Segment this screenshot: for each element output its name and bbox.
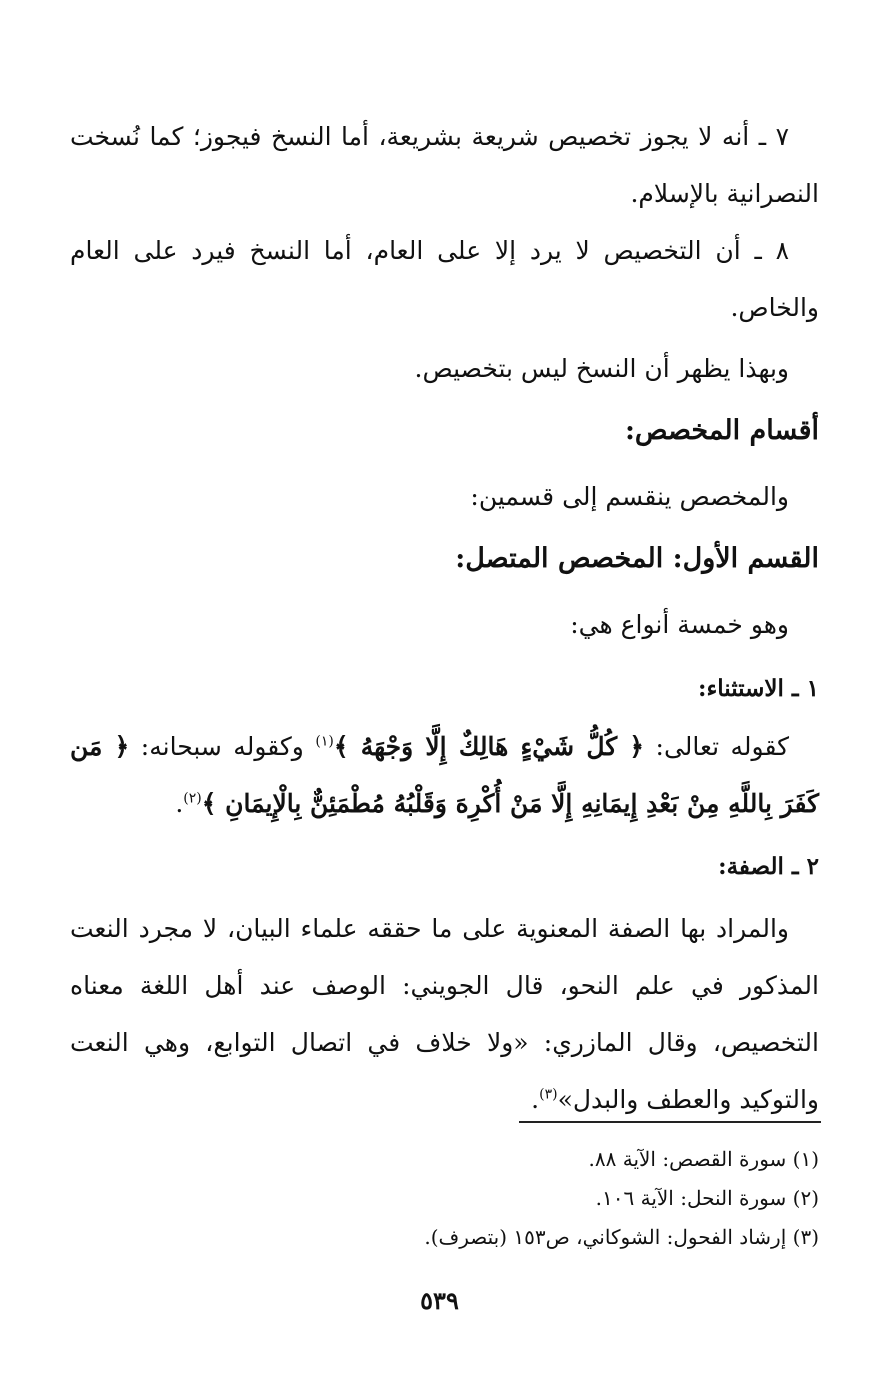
sifa-body: والمراد بها الصفة المعنوية على ما حققه علماء البيان، لا مجرد النعت المذكور في علم النحو، قال الجويني: الوصف عند أهل اللغة معناه التخصيص، وقال المازري: «ولا خلاف في اتصال التوابع، وهي النعت والتوكيد والعطف والبدل»	[70, 914, 819, 1114]
istithna-text	[70, 718, 819, 832]
sifa-text	[70, 900, 819, 1128]
page-number: ٥٣٩	[420, 1286, 459, 1315]
footnote-divider	[519, 1121, 821, 1123]
paragraph-conclusion	[70, 340, 819, 397]
istithna-heading: ١ ـ الاستثناء:	[697, 675, 819, 702]
types-intro-block	[70, 468, 819, 525]
item-8-text: ٨ ـ أن التخصيص لا يرد إلا على العام، أما النسخ فيرد على العام والخاص.	[70, 236, 819, 322]
quran-verse-2: ﴿ مَن كَفَرَ بِاللَّهِ مِنْ بَعْدِ إِيمَانِهِ إِلَّا مَنْ أُكْرِهَ وَقَلْبُهُ مُطْمَئِنٌّ بِالْإِيمَانِ ﴾	[70, 732, 819, 818]
footnotes	[70, 1140, 819, 1257]
footnote-ref-3[interactable]: (٣)	[539, 1086, 558, 1103]
quran-verse-1: ﴿ كُلُّ شَيْءٍ هَالِكٌ إِلَّا وَجْهَهُ ﴾	[333, 732, 645, 761]
sifa-paragraph	[70, 900, 819, 1128]
footnote-ref-2[interactable]: (٢)	[183, 790, 202, 807]
istithna-heading-block	[70, 660, 819, 717]
paragraph-item-7	[70, 108, 819, 222]
types-heading-block	[70, 402, 819, 459]
conclusion-text: وبهذا يظهر أن النسخ ليس بتخصيص.	[414, 354, 789, 383]
footnote-ref-1[interactable]: (١)	[315, 733, 334, 750]
sifa-heading-block	[70, 838, 819, 895]
footnote-1: (١) سورة القصص: الآية ٨٨.	[588, 1147, 819, 1171]
footnote-3: (٣) إرشاد الفحول: الشوكاني، ص١٥٣ (بتصرف).	[424, 1225, 819, 1249]
sifa-heading: ٢ ـ الصفة:	[718, 853, 819, 880]
item-7-text: ٧ ـ أنه لا يجوز تخصيص شريعة بشريعة، أما النسخ فيجوز؛ كما نُسخت النصرانية بالإسلام.	[70, 122, 819, 208]
istithna-prefix-1: كقوله تعالى:	[644, 732, 789, 761]
istithna-paragraph	[70, 718, 819, 832]
section1-heading-block	[70, 530, 819, 587]
section1-intro-block	[70, 596, 819, 653]
sifa-end: .	[531, 1085, 540, 1114]
types-intro-text: والمخصص ينقسم إلى قسمين:	[470, 482, 789, 511]
section1-heading: القسم الأول: المخصص المتصل:	[455, 543, 819, 574]
footnote-2: (٢) سورة النحل: الآية ١٠٦.	[595, 1186, 819, 1210]
types-heading: أقسام المخصص:	[624, 415, 819, 446]
section1-intro-text: وهو خمسة أنواع هي:	[570, 610, 789, 639]
istithna-end: .	[175, 789, 184, 818]
istithna-prefix-2: وكقوله سبحانه:	[129, 732, 316, 761]
paragraph-item-8	[70, 222, 819, 336]
